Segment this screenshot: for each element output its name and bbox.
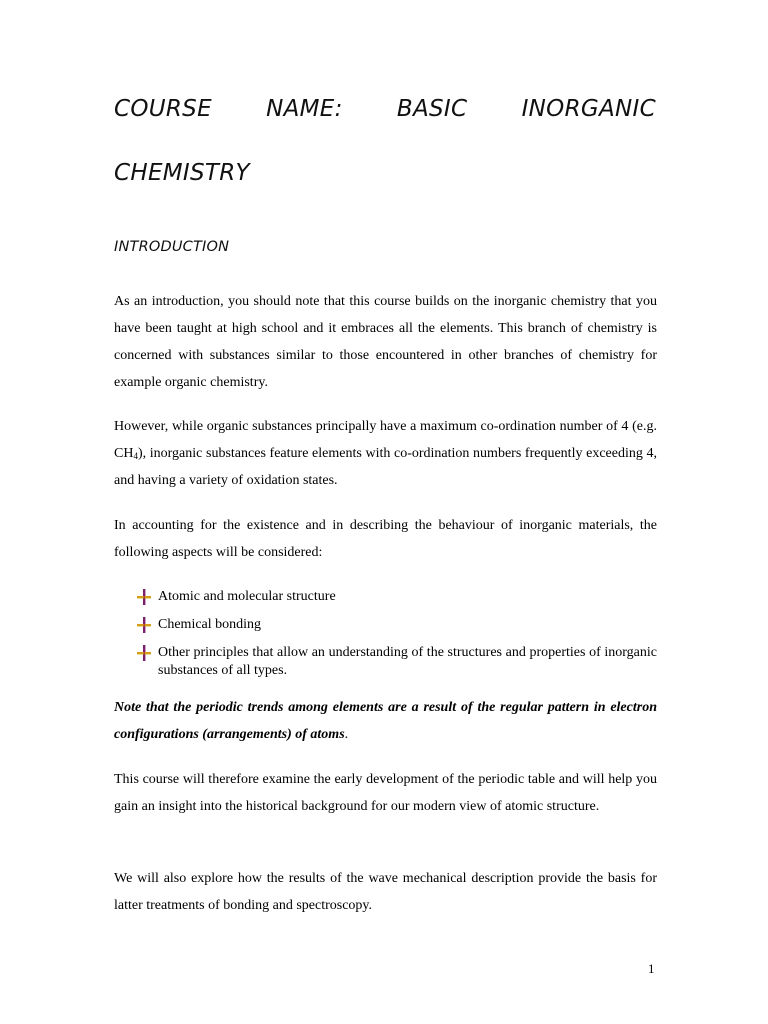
paragraph-aspects: In accounting for the existence and in describing the behaviour of inorganic materials, the following aspects will be considered: — [114, 518, 657, 560]
list-item — [136, 588, 657, 606]
four-point-star-bullet-icon — [136, 617, 152, 633]
title-word: BASIC — [396, 96, 468, 122]
note-period: . — [344, 727, 349, 742]
four-point-star-bullet-icon — [136, 645, 152, 661]
title-word: COURSE — [114, 96, 212, 122]
subscript-text: 4 — [133, 451, 138, 461]
list-item-text: Atomic and molecular structure — [158, 589, 336, 604]
course-title-line-2: CHEMISTRY — [114, 160, 250, 186]
note-text: Note that the periodic trends among elements are a result of the regular pattern in electron configurations (arrangements) of atoms — [114, 700, 657, 742]
list-item — [136, 644, 657, 680]
paragraph-coordination — [114, 413, 657, 494]
title-word: NAME: — [266, 96, 343, 122]
paragraph-text: ), inorganic substances feature elements with co-ordination numbers frequently exceeding 4, and having a variety of oxidation states. — [114, 446, 657, 488]
title-word: INORGANIC — [521, 96, 656, 122]
list-item-text: Chemical bonding — [158, 617, 262, 632]
paragraph-text: However, while organic substances principally have a maximum co-ordination number of 4 (e.g. CH — [114, 419, 657, 461]
paragraph-note — [114, 694, 657, 748]
list-item — [136, 616, 657, 634]
page-number: 1 — [648, 961, 655, 976]
paragraph-intro: As an introduction, you should note that this course builds on the inorganic chemistry that you have been taught at high school and it embraces all the elements. This branch of chemistry is concerned with substances similar to those encountered in other branches of chemistry for example organic chemistry. — [114, 294, 657, 390]
paragraph-periodic-table: This course will therefore examine the early development of the periodic table and will help you gain an insight into the historical background for our modern view of atomic structure. — [114, 772, 657, 814]
list-item-text: Other principles that allow an understanding of the structures and properties of inorganic substances of all types. — [158, 645, 657, 678]
section-heading-introduction: INTRODUCTION — [114, 239, 230, 255]
aspects-list — [136, 588, 657, 680]
course-title-line-1 — [114, 96, 656, 122]
paragraph-wave-mechanics: We will also explore how the results of the wave mechanical description provide the basis for latter treatments of bonding and spectroscopy. — [114, 871, 657, 913]
four-point-star-bullet-icon — [136, 589, 152, 605]
